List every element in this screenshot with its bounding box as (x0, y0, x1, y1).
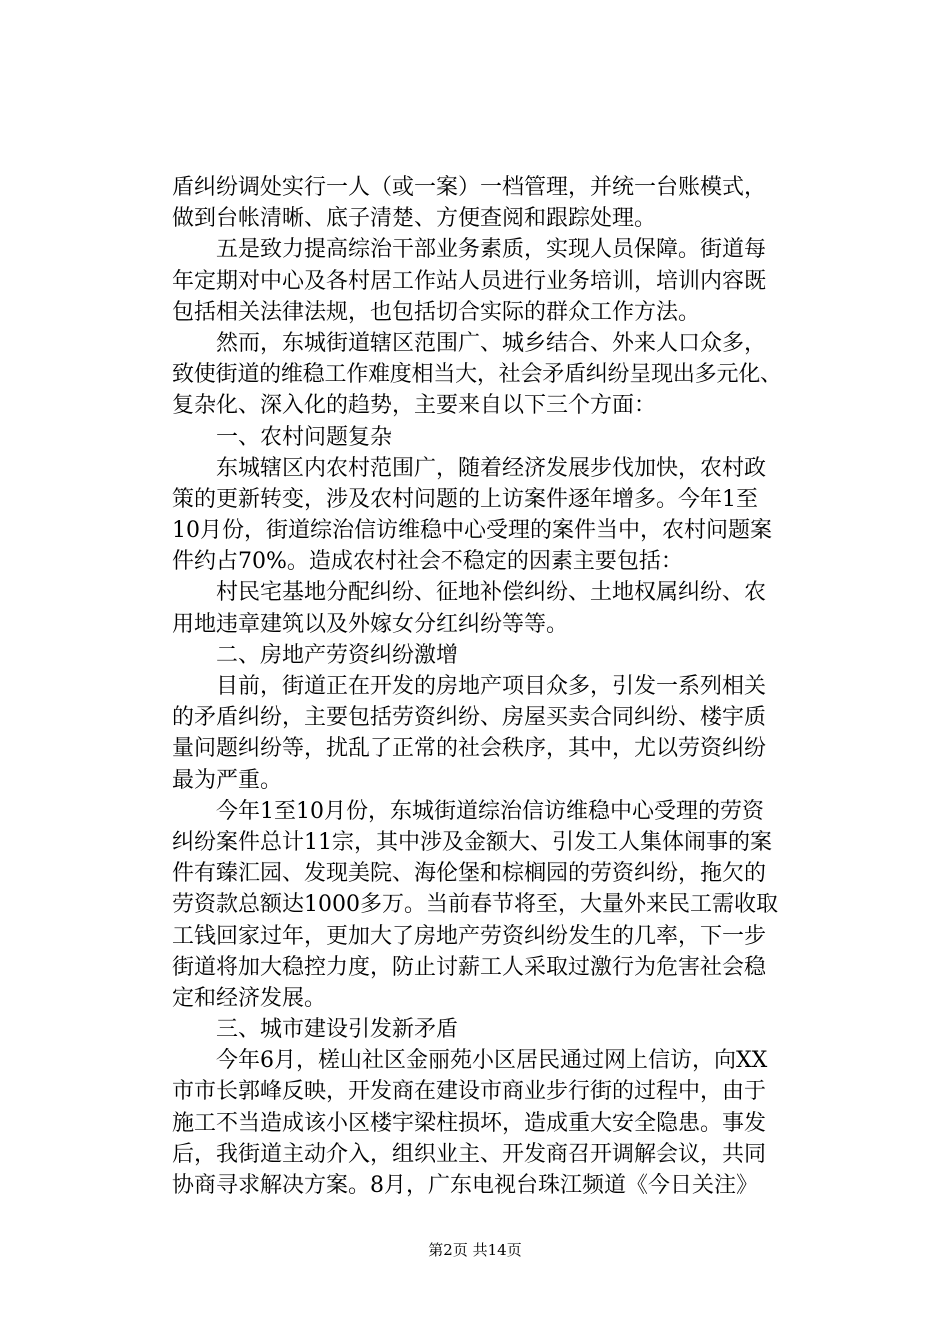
text-line: 今年6月，槎山社区金丽苑小区居民通过网上信访，向XX (172, 1048, 768, 1074)
body-text (172, 172, 782, 1201)
text-line: 工钱回家过年，更加大了房地产劳资纠纷发生的几率，下一步 (172, 923, 767, 949)
text-line: 包括相关法律法规，也包括切合实际的群众工作方法。 (172, 299, 701, 325)
text-line: 三、城市建设引发新矛盾 (172, 1017, 459, 1043)
text-line: 件约占70%。造成农村社会不稳定的因素主要包括： (172, 549, 683, 575)
text-line: 最为严重。 (172, 767, 283, 793)
text-line: 复杂化、深入化的趋势，主要来自以下三个方面： (172, 393, 657, 419)
text-line: 五是致力提高综治干部业务素质，实现人员保障。街道每 (172, 237, 767, 263)
text-line: 市市长郭峰反映，开发商在建设市商业步行街的过程中，由于 (172, 1079, 767, 1105)
text-line: 量问题纠纷等，扰乱了正常的社会秩序，其中，尤以劳资纠纷 (172, 736, 767, 762)
text-line: 村民宅基地分配纠纷、征地补偿纠纷、土地权属纠纷、农 (172, 580, 767, 606)
text-line: 10月份，街道综治信访维稳中心受理的案件当中，农村问题案 (172, 518, 772, 544)
text-line: 东城辖区内农村范围广，随着经济发展步伐加快，农村政 (172, 455, 767, 481)
text-line: 然而，东城街道辖区范围广、城乡结合、外来人口众多， (172, 330, 767, 356)
text-line: 施工不当造成该小区楼宇梁柱损坏，造成重大安全隐患。事发 (172, 1110, 767, 1136)
text-line: 的矛盾纠纷，主要包括劳资纠纷、房屋买卖合同纠纷、楼宇质 (172, 705, 767, 731)
text-line: 用地违章建筑以及外嫁女分红纠纷等等。 (172, 611, 569, 637)
text-line: 一、农村问题复杂 (172, 424, 393, 450)
text-line: 定和经济发展。 (172, 985, 327, 1011)
text-line: 年定期对中心及各村居工作站人员进行业务培训，培训内容既 (172, 268, 767, 294)
text-line: 今年1至10月份，东城街道综治信访维稳中心受理的劳资 (172, 798, 764, 824)
text-line: 二、房地产劳资纠纷激增 (172, 642, 459, 668)
text-line: 策的更新转变，涉及农村问题的上访案件逐年增多。今年1至 (172, 486, 758, 512)
text-line: 劳资款总额达1000多万。当前春节将至，大量外来民工需收取 (172, 892, 778, 918)
text-line: 件有臻汇园、发现美院、海伦堡和棕榈园的劳资纠纷，拖欠的 (172, 861, 767, 887)
text-line: 纠纷案件总计11宗，其中涉及金额大、引发工人集体闹事的案 (172, 829, 772, 855)
text-line: 致使街道的维稳工作难度相当大，社会矛盾纠纷呈现出多元化、 (172, 362, 782, 388)
text-line: 盾纠纷调处实行一人（或一案）一档管理，并统一台账模式， (172, 175, 767, 200)
page-footer: 第2页 共14页 (428, 1241, 522, 1259)
text-line: 协商寻求解决方案。8月，广东电视台珠江频道《今日关注》 (172, 1173, 758, 1198)
text-line: 做到台帐清晰、底子清楚、方便查阅和跟踪处理。 (172, 206, 657, 232)
text-line: 后，我街道主动介入，组织业主、开发商召开调解会议，共同 (172, 1141, 767, 1167)
text-line: 目前，街道正在开发的房地产项目众多，引发一系列相关 (172, 674, 767, 699)
text-line: 街道将加大稳控力度，防止讨薪工人采取过激行为危害社会稳 (172, 954, 767, 980)
